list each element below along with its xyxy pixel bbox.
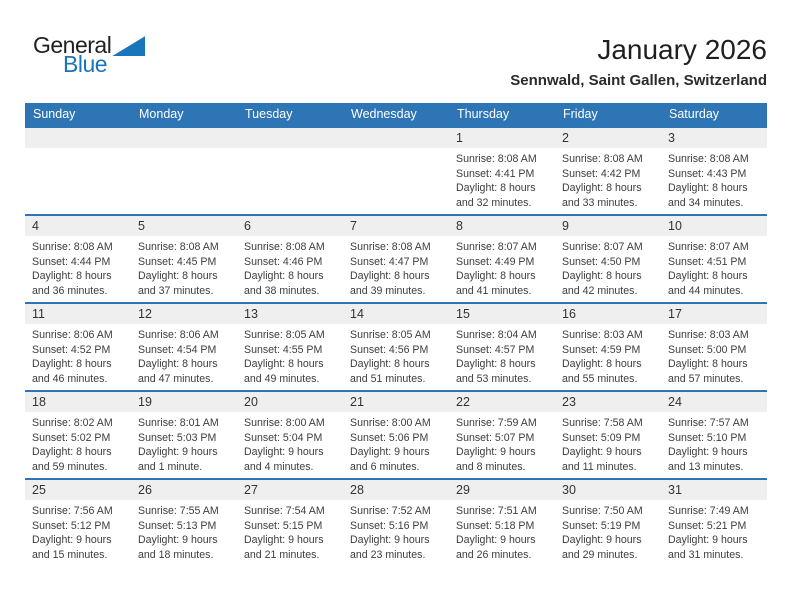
day-number: 20 — [244, 395, 258, 409]
day-number: 5 — [138, 219, 145, 233]
empty-day-cell — [25, 127, 131, 215]
day-details — [449, 148, 555, 210]
weekday-header-cell: Monday — [131, 103, 237, 127]
sunset-text: Sunset: 4:44 PM — [32, 255, 111, 268]
day-number: 28 — [350, 483, 364, 497]
sunrise-text: Sunrise: 7:51 AM — [456, 505, 537, 517]
day-cell — [555, 479, 661, 567]
day-details — [555, 236, 661, 298]
day-details — [131, 324, 237, 386]
day-number: 24 — [668, 395, 682, 409]
day-number: 7 — [350, 219, 357, 233]
daylight-text: Daylight: 9 hours and 8 minutes. — [456, 446, 536, 473]
sunset-text: Sunset: 4:51 PM — [668, 255, 747, 268]
day-band — [131, 392, 237, 412]
day-number: 4 — [32, 219, 39, 233]
day-number: 6 — [244, 219, 251, 233]
daylight-text: Daylight: 9 hours and 4 minutes. — [244, 446, 324, 473]
sunset-text: Sunset: 4:50 PM — [562, 255, 641, 268]
sunset-text: Sunset: 5:21 PM — [668, 519, 747, 532]
daylight-text: Daylight: 9 hours and 29 minutes. — [562, 534, 642, 561]
day-cell — [237, 303, 343, 391]
daylight-text: Daylight: 8 hours and 39 minutes. — [350, 270, 430, 297]
sunrise-text: Sunrise: 8:03 AM — [668, 329, 749, 341]
daylight-text: Daylight: 8 hours and 46 minutes. — [32, 358, 112, 385]
sunrise-text: Sunrise: 7:55 AM — [138, 505, 219, 517]
day-number: 31 — [668, 483, 682, 497]
daylight-text: Daylight: 8 hours and 36 minutes. — [32, 270, 112, 297]
sunrise-text: Sunrise: 8:03 AM — [562, 329, 643, 341]
day-number: 12 — [138, 307, 152, 321]
day-number: 22 — [456, 395, 470, 409]
daylight-text: Daylight: 8 hours and 44 minutes. — [668, 270, 748, 297]
day-details — [449, 412, 555, 474]
week-row — [25, 303, 767, 391]
day-band — [343, 480, 449, 500]
day-cell — [25, 391, 131, 479]
sunrise-text: Sunrise: 8:08 AM — [562, 153, 643, 165]
daylight-text: Daylight: 9 hours and 1 minute. — [138, 446, 218, 473]
sunrise-text: Sunrise: 7:58 AM — [562, 417, 643, 429]
day-details — [25, 500, 131, 562]
day-number: 23 — [562, 395, 576, 409]
sunrise-text: Sunrise: 7:49 AM — [668, 505, 749, 517]
day-band — [237, 304, 343, 324]
day-band — [661, 216, 767, 236]
day-details — [661, 324, 767, 386]
sunset-text: Sunset: 4:59 PM — [562, 343, 641, 356]
daylight-text: Daylight: 8 hours and 47 minutes. — [138, 358, 218, 385]
sunset-text: Sunset: 4:42 PM — [562, 167, 641, 180]
day-cell — [449, 127, 555, 215]
daylight-text: Daylight: 8 hours and 55 minutes. — [562, 358, 642, 385]
day-cell — [555, 391, 661, 479]
sunrise-text: Sunrise: 8:02 AM — [32, 417, 113, 429]
daylight-text: Daylight: 8 hours and 41 minutes. — [456, 270, 536, 297]
daylight-text: Daylight: 8 hours and 32 minutes. — [456, 182, 536, 209]
day-band — [449, 216, 555, 236]
day-number: 3 — [668, 131, 675, 145]
sunrise-text: Sunrise: 8:08 AM — [244, 241, 325, 253]
day-details — [237, 500, 343, 562]
day-band — [131, 128, 237, 148]
daylight-text: Daylight: 8 hours and 59 minutes. — [32, 446, 112, 473]
daylight-text: Daylight: 8 hours and 57 minutes. — [668, 358, 748, 385]
day-cell — [343, 303, 449, 391]
day-details — [343, 236, 449, 298]
day-band — [661, 392, 767, 412]
sunrise-text: Sunrise: 7:56 AM — [32, 505, 113, 517]
sunset-text: Sunset: 4:43 PM — [668, 167, 747, 180]
day-band — [131, 480, 237, 500]
day-cell — [343, 215, 449, 303]
day-details — [449, 236, 555, 298]
day-band — [555, 128, 661, 148]
sunset-text: Sunset: 5:09 PM — [562, 431, 641, 444]
daylight-text: Daylight: 9 hours and 18 minutes. — [138, 534, 218, 561]
day-cell — [449, 215, 555, 303]
day-number: 1 — [456, 131, 463, 145]
day-band — [131, 216, 237, 236]
day-number: 29 — [456, 483, 470, 497]
week-row — [25, 215, 767, 303]
day-number: 21 — [350, 395, 364, 409]
day-cell — [661, 303, 767, 391]
day-number: 8 — [456, 219, 463, 233]
day-details — [555, 412, 661, 474]
sunrise-text: Sunrise: 7:57 AM — [668, 417, 749, 429]
page-title: January 2026 — [597, 34, 767, 65]
sunrise-text: Sunrise: 8:01 AM — [138, 417, 219, 429]
day-band — [237, 480, 343, 500]
day-number: 13 — [244, 307, 258, 321]
day-number: 17 — [668, 307, 682, 321]
day-details — [237, 236, 343, 298]
sunrise-text: Sunrise: 7:59 AM — [456, 417, 537, 429]
day-cell — [131, 215, 237, 303]
day-details — [661, 412, 767, 474]
day-band — [343, 304, 449, 324]
sunrise-text: Sunrise: 8:08 AM — [456, 153, 537, 165]
daylight-text: Daylight: 8 hours and 33 minutes. — [562, 182, 642, 209]
day-cell — [555, 215, 661, 303]
sunset-text: Sunset: 5:07 PM — [456, 431, 535, 444]
sunrise-text: Sunrise: 8:06 AM — [32, 329, 113, 341]
day-cell — [237, 215, 343, 303]
day-cell — [449, 391, 555, 479]
day-number: 11 — [32, 307, 45, 321]
day-band — [661, 304, 767, 324]
weekday-header-cell: Sunday — [25, 103, 131, 127]
sunrise-text: Sunrise: 8:08 AM — [138, 241, 219, 253]
day-band — [131, 304, 237, 324]
sunset-text: Sunset: 4:41 PM — [456, 167, 535, 180]
day-number: 15 — [456, 307, 470, 321]
sunset-text: Sunset: 5:04 PM — [244, 431, 323, 444]
day-band — [237, 128, 343, 148]
day-cell — [555, 303, 661, 391]
day-number: 19 — [138, 395, 152, 409]
day-band — [661, 128, 767, 148]
weekday-header-row — [25, 103, 767, 127]
day-details — [131, 412, 237, 474]
sunrise-text: Sunrise: 8:05 AM — [244, 329, 325, 341]
day-cell — [661, 479, 767, 567]
day-band — [25, 480, 131, 500]
weekday-header-cell: Wednesday — [343, 103, 449, 127]
daylight-text: Daylight: 9 hours and 31 minutes. — [668, 534, 748, 561]
sunrise-text: Sunrise: 8:07 AM — [668, 241, 749, 253]
day-band — [343, 392, 449, 412]
day-band — [25, 392, 131, 412]
day-band — [25, 128, 131, 148]
sunrise-text: Sunrise: 8:08 AM — [350, 241, 431, 253]
day-band — [449, 304, 555, 324]
day-number: 2 — [562, 131, 569, 145]
day-cell — [237, 479, 343, 567]
day-cell — [661, 127, 767, 215]
day-band — [25, 216, 131, 236]
sunrise-text: Sunrise: 8:08 AM — [32, 241, 113, 253]
day-cell — [25, 479, 131, 567]
day-number: 14 — [350, 307, 364, 321]
day-details — [25, 236, 131, 298]
day-band — [343, 128, 449, 148]
day-number: 30 — [562, 483, 576, 497]
day-number: 18 — [32, 395, 46, 409]
title-block — [510, 34, 767, 90]
day-cell — [131, 391, 237, 479]
sunrise-text: Sunrise: 8:07 AM — [562, 241, 643, 253]
day-cell — [661, 215, 767, 303]
weekday-header-cell: Saturday — [661, 103, 767, 127]
day-details — [131, 236, 237, 298]
weekday-header-cell: Thursday — [449, 103, 555, 127]
empty-day-cell — [237, 127, 343, 215]
sunset-text: Sunset: 4:54 PM — [138, 343, 217, 356]
day-number: 26 — [138, 483, 152, 497]
day-details — [25, 412, 131, 474]
day-band — [25, 304, 131, 324]
sunrise-text: Sunrise: 8:00 AM — [244, 417, 325, 429]
sunset-text: Sunset: 5:19 PM — [562, 519, 641, 532]
day-cell — [343, 391, 449, 479]
daylight-text: Daylight: 8 hours and 34 minutes. — [668, 182, 748, 209]
day-cell — [25, 303, 131, 391]
day-details — [555, 148, 661, 210]
day-cell — [131, 479, 237, 567]
daylight-text: Daylight: 9 hours and 6 minutes. — [350, 446, 430, 473]
day-band — [449, 392, 555, 412]
sunset-text: Sunset: 4:45 PM — [138, 255, 217, 268]
day-cell — [449, 479, 555, 567]
sunset-text: Sunset: 5:12 PM — [32, 519, 111, 532]
sunrise-text: Sunrise: 8:04 AM — [456, 329, 537, 341]
daylight-text: Daylight: 8 hours and 42 minutes. — [562, 270, 642, 297]
daylight-text: Daylight: 8 hours and 49 minutes. — [244, 358, 324, 385]
sunset-text: Sunset: 4:52 PM — [32, 343, 111, 356]
day-number: 16 — [562, 307, 576, 321]
day-band — [237, 392, 343, 412]
sunrise-text: Sunrise: 8:05 AM — [350, 329, 431, 341]
sunrise-text: Sunrise: 8:00 AM — [350, 417, 431, 429]
sunrise-text: Sunrise: 8:06 AM — [138, 329, 219, 341]
day-details — [555, 324, 661, 386]
day-details — [343, 324, 449, 386]
day-band — [449, 128, 555, 148]
sunset-text: Sunset: 4:56 PM — [350, 343, 429, 356]
daylight-text: Daylight: 8 hours and 53 minutes. — [456, 358, 536, 385]
sunset-text: Sunset: 4:46 PM — [244, 255, 323, 268]
day-details — [661, 236, 767, 298]
day-cell — [343, 479, 449, 567]
day-details — [131, 500, 237, 562]
day-details — [343, 412, 449, 474]
logo-blue-text: Blue — [63, 51, 108, 77]
empty-day-cell — [131, 127, 237, 215]
logo-general-text: General — [33, 32, 112, 58]
daylight-text: Daylight: 9 hours and 11 minutes. — [562, 446, 642, 473]
day-band — [237, 216, 343, 236]
sunset-text: Sunset: 5:00 PM — [668, 343, 747, 356]
day-cell — [661, 391, 767, 479]
brand-logo — [33, 34, 145, 76]
weekday-header-cell: Tuesday — [237, 103, 343, 127]
top-bar — [0, 0, 792, 103]
day-band — [555, 304, 661, 324]
day-details — [555, 500, 661, 562]
daylight-text: Daylight: 9 hours and 26 minutes. — [456, 534, 536, 561]
daylight-text: Daylight: 8 hours and 38 minutes. — [244, 270, 324, 297]
week-row — [25, 479, 767, 567]
day-number: 9 — [562, 219, 569, 233]
daylight-text: Daylight: 9 hours and 13 minutes. — [668, 446, 748, 473]
sunset-text: Sunset: 5:18 PM — [456, 519, 535, 532]
day-details — [25, 324, 131, 386]
sunset-text: Sunset: 5:02 PM — [32, 431, 111, 444]
sunrise-text: Sunrise: 8:07 AM — [456, 241, 537, 253]
sunset-text: Sunset: 4:47 PM — [350, 255, 429, 268]
day-details — [237, 324, 343, 386]
day-band — [555, 216, 661, 236]
day-number: 10 — [668, 219, 682, 233]
day-number: 27 — [244, 483, 258, 497]
day-details — [661, 500, 767, 562]
daylight-text: Daylight: 8 hours and 37 minutes. — [138, 270, 218, 297]
day-cell — [555, 127, 661, 215]
day-details — [661, 148, 767, 210]
sunset-text: Sunset: 5:15 PM — [244, 519, 323, 532]
daylight-text: Daylight: 8 hours and 51 minutes. — [350, 358, 430, 385]
sunset-text: Sunset: 4:57 PM — [456, 343, 535, 356]
day-band — [555, 392, 661, 412]
day-band — [555, 480, 661, 500]
day-number: 25 — [32, 483, 46, 497]
sunset-text: Sunset: 5:06 PM — [350, 431, 429, 444]
day-band — [449, 480, 555, 500]
sunset-text: Sunset: 5:13 PM — [138, 519, 217, 532]
sunset-text: Sunset: 5:16 PM — [350, 519, 429, 532]
sunset-text: Sunset: 5:10 PM — [668, 431, 747, 444]
day-details — [237, 412, 343, 474]
sunset-text: Sunset: 4:55 PM — [244, 343, 323, 356]
calendar-table — [25, 103, 767, 567]
day-details — [449, 500, 555, 562]
daylight-text: Daylight: 9 hours and 15 minutes. — [32, 534, 112, 561]
day-cell — [237, 391, 343, 479]
sunset-text: Sunset: 5:03 PM — [138, 431, 217, 444]
day-band — [661, 480, 767, 500]
weekday-header-cell: Friday — [555, 103, 661, 127]
empty-day-cell — [343, 127, 449, 215]
day-cell — [25, 215, 131, 303]
day-cell — [449, 303, 555, 391]
day-band — [343, 216, 449, 236]
page-subtitle: Sennwald, Saint Gallen, Switzerland — [510, 72, 767, 90]
sunrise-text: Sunrise: 8:08 AM — [668, 153, 749, 165]
daylight-text: Daylight: 9 hours and 21 minutes. — [244, 534, 324, 561]
sunset-text: Sunset: 4:49 PM — [456, 255, 535, 268]
day-cell — [131, 303, 237, 391]
day-details — [449, 324, 555, 386]
daylight-text: Daylight: 9 hours and 23 minutes. — [350, 534, 430, 561]
sunrise-text: Sunrise: 7:54 AM — [244, 505, 325, 517]
sunrise-text: Sunrise: 7:52 AM — [350, 505, 431, 517]
week-row — [25, 127, 767, 215]
day-details — [343, 500, 449, 562]
week-row — [25, 391, 767, 479]
sunrise-text: Sunrise: 7:50 AM — [562, 505, 643, 517]
